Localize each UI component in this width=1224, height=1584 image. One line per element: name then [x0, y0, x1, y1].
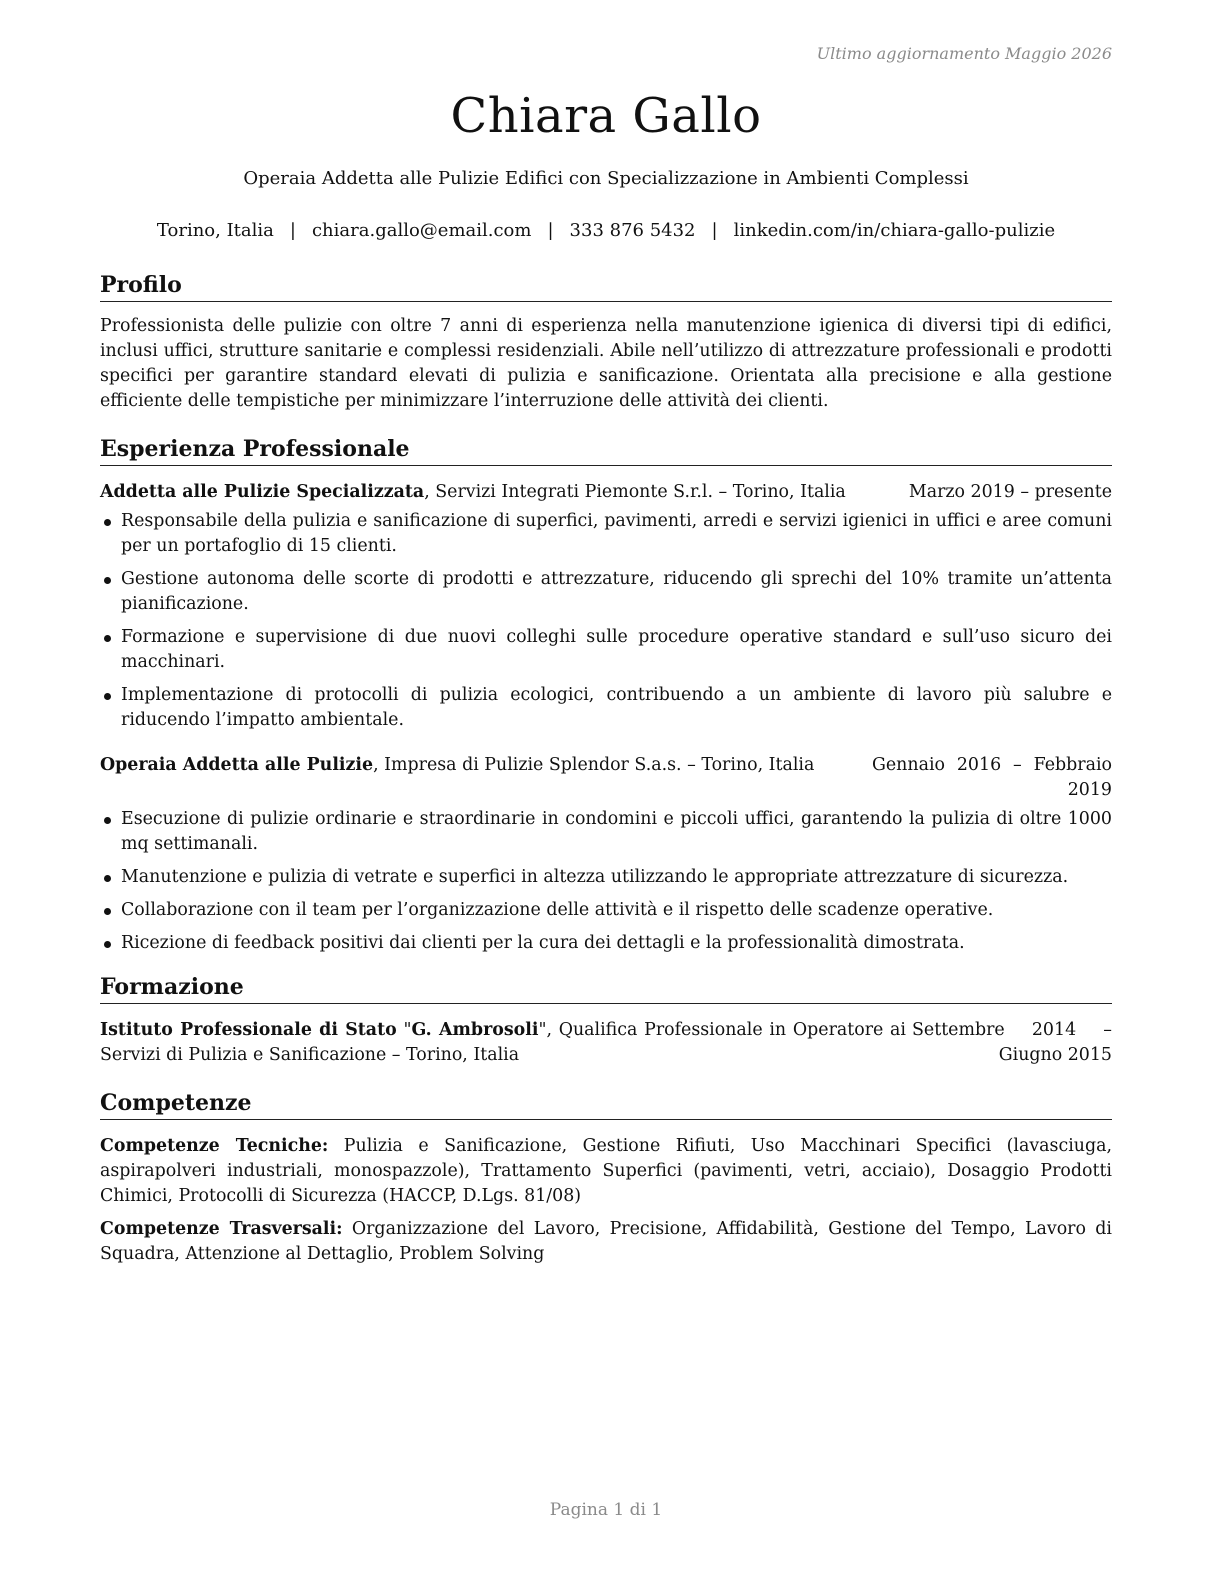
resume-page	[100, 0, 1112, 1584]
job-header	[100, 753, 1112, 803]
job-title: Operaia Addetta alle Pulizie Edifici con Specializzazione in Ambienti Complessi	[243, 168, 969, 189]
skills-technical	[100, 1134, 1112, 1209]
education-quote-open: "	[396, 1020, 412, 1040]
skills-soft-text: Organizzazione del Lavoro, Precisione, Affidabilità, Gestione del Tempo, Lavoro di Squadra, Attenzione al Dettaglio, Problem Solving	[100, 1219, 1112, 1264]
list-item: Ricezione di feedback positivi dai clienti per la cura dei dettagli e la professionalità dimostrata.	[100, 931, 1112, 956]
list-item: Formazione e supervisione di due nuovi colleghi sulle procedure operative standard e sull’uso sicuro dei macchinari.	[100, 625, 1112, 675]
job-role-company	[100, 480, 909, 505]
profile-text: Professionista delle pulizie con oltre 7 anni di esperienza nella manutenzione igienica di diversi tipi di edifici, inclusi uffici, strutture sanitarie e complessi residenziali. Abile nell’utilizzo di attrezzature professionali e prodotti specifici per garantire standard elevati di pulizia e sanificazione. Orientata alla precisione e alla gestione efficiente delle tempistiche per minimizzare l’interruzione delle attività dei clienti.	[100, 316, 1112, 411]
section-title-skills: Competenze	[100, 1088, 1112, 1120]
contact-separator: |	[547, 220, 554, 241]
job-role: Operaia Addetta alle Pulizie	[100, 755, 374, 775]
section-title-experience: Esperienza Professionale	[100, 434, 1112, 466]
education-entry	[100, 1018, 1112, 1068]
skills-soft-label: Competenze Trasversali:	[100, 1219, 343, 1239]
job-dates: Gennaio 2016 – Febbraio 2019	[872, 755, 1112, 800]
education-details	[100, 1018, 912, 1068]
contact-email[interactable]: chiara.gallo@email.com	[311, 220, 532, 241]
contact-line	[100, 220, 1112, 241]
job-bullets	[100, 509, 1112, 733]
section-title-education: Formazione	[100, 972, 1112, 1004]
job-bullets	[100, 807, 1112, 956]
skills-technical-text: Pulizia e Sanificazione, Gestione Rifiuti, Uso Macchinari Specifici (lavasciuga, aspirapolveri industriali, monospazzole), Trattamento Superfici (pavimenti, vetri, acciaio), Dosaggio Prodotti Chimici, Protocolli di Sicurezza (HACCP, D.Lgs. 81/08)	[100, 1136, 1112, 1206]
job-company: , Impresa di Pulizie Splendor S.a.s. – Torino, Italia	[373, 755, 815, 775]
list-item: Implementazione di protocolli di pulizia ecologici, contribuendo a un ambiente di lavoro più salubre e riducendo l’impatto ambientale.	[100, 683, 1112, 733]
job-dates: Marzo 2019 – presente	[908, 482, 1112, 502]
last-updated: Ultimo aggiornamento Maggio 2026	[816, 44, 1112, 63]
job-role-company	[100, 753, 872, 803]
list-item: Collaborazione con il team per l’organizzazione delle attività e il rispetto delle scadenze operative.	[100, 898, 1112, 923]
contact-separator: |	[289, 220, 296, 241]
job-header	[100, 480, 1112, 505]
job-entry	[100, 753, 1112, 956]
resume-content	[100, 270, 1112, 1275]
job-entry	[100, 480, 1112, 733]
job-role: Addetta alle Pulizie Specializzata	[100, 482, 425, 502]
skills-technical-label: Competenze Tecniche:	[100, 1136, 329, 1156]
list-item: Esecuzione di pulizie ordinarie e straordinarie in condomini e piccoli uffici, garantendo la pulizia di oltre 1000 mq settimanali.	[100, 807, 1112, 857]
contact-linkedin[interactable]: linkedin.com/in/chiara-gallo-pulizie	[733, 220, 1056, 241]
education-quote-close: "	[538, 1020, 547, 1040]
section-title-profile: Profilo	[100, 270, 1112, 302]
education-qualification: , Qualifica Professionale in Operatore ai Servizi di Pulizia e Sanificazione – Torino, Italia	[100, 1020, 906, 1065]
section-profile	[100, 270, 1112, 414]
list-item: Gestione autonoma delle scorte di prodotti e attrezzature, riducendo gli sprechi del 10% tramite un’attenta pianificazione.	[100, 567, 1112, 617]
page-number: Pagina 1 di 1	[549, 1500, 663, 1520]
job-company: , Servizi Integrati Piemonte S.r.l. – Torino, Italia	[424, 482, 846, 502]
contact-location: Torino, Italia	[156, 220, 274, 241]
candidate-name: Chiara Gallo	[450, 88, 762, 144]
contact-phone: 333 876 5432	[569, 220, 696, 241]
section-skills	[100, 1088, 1112, 1267]
skills-soft	[100, 1217, 1112, 1267]
education-dates: Settembre 2014 – Giugno 2015	[912, 1020, 1112, 1065]
list-item: Manutenzione e pulizia di vetrate e superfici in altezza utilizzando le appropriate attrezzature di sicurezza.	[100, 865, 1112, 890]
education-school: Istituto Professionale di Stato	[100, 1020, 397, 1040]
education-school-name: G. Ambrosoli	[411, 1020, 539, 1040]
contact-separator: |	[711, 220, 718, 241]
list-item: Responsabile della pulizia e sanificazione di superfici, pavimenti, arredi e servizi igienici in uffici e aree comuni per un portafoglio di 15 clienti.	[100, 509, 1112, 559]
section-experience	[100, 434, 1112, 956]
section-education	[100, 972, 1112, 1068]
